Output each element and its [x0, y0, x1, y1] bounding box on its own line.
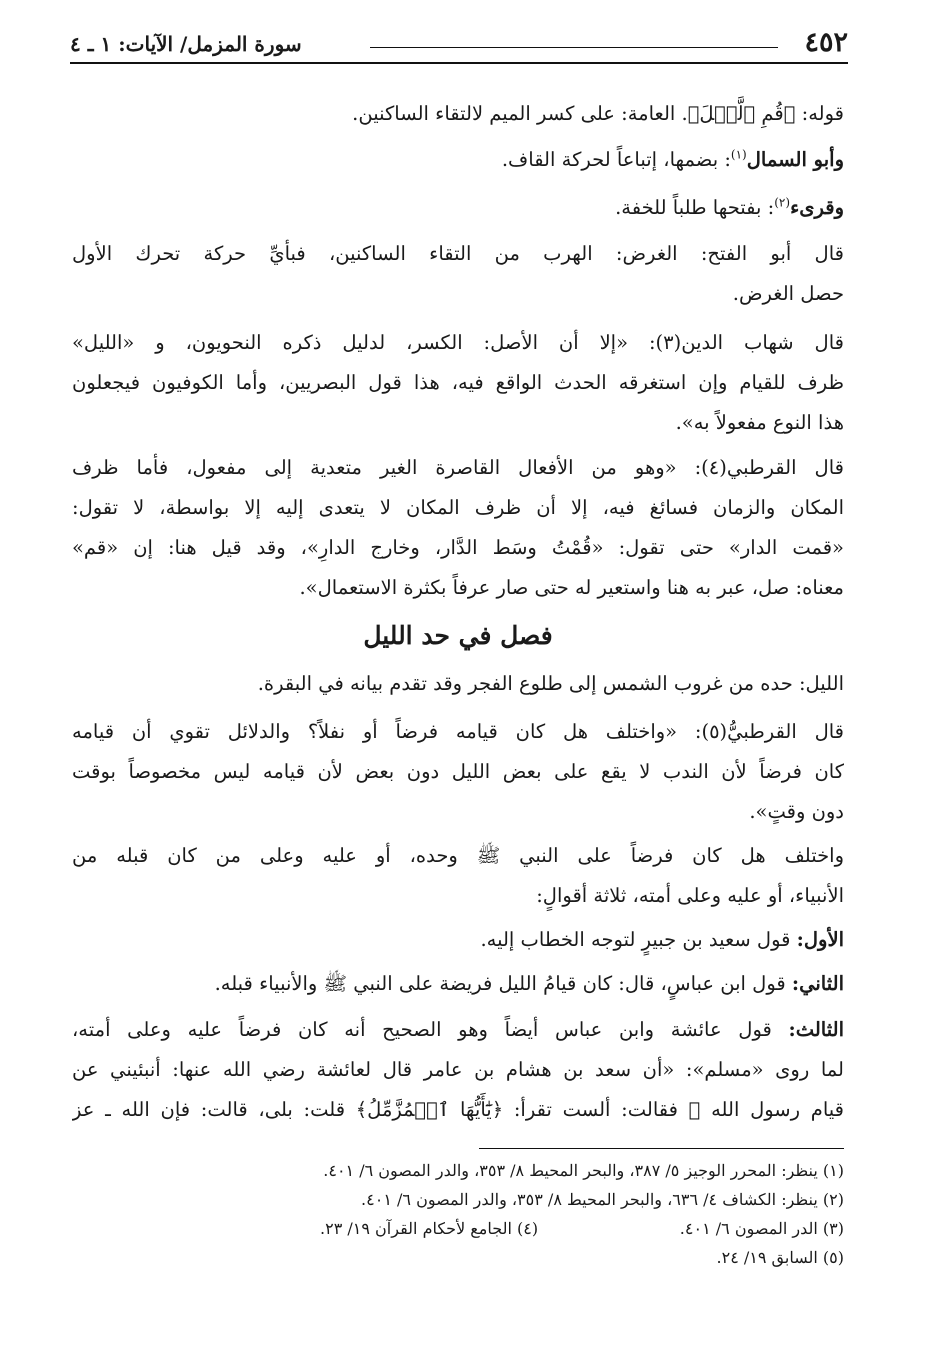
header-rule-thin [370, 47, 778, 48]
text-line: «قمت الدار» حتى تقول: «قُمْتُ وسَط الدَّار، وخارج الدارِ»، وقد قيل هنا: إن «قم» [72, 536, 844, 559]
paragraph [72, 448, 844, 608]
paragraph [72, 188, 844, 228]
section-heading: فصل في حد الليل [363, 621, 553, 650]
text-line: كان فرضاً لأن الندب لا يقع على بعض الليل دون بعض لأن قيامه ليس مخصوصاً بوقت [72, 760, 844, 783]
line-text: قول ابن عباسٍ، قال: كان قيامُ الليل فريضة على النبي ﷺ والأنبياء قبله. [214, 972, 792, 995]
paragraph [72, 234, 844, 314]
text-line: قيام رسول الله ﷺ فقالت: ألست تقرأ: ﴿يَٰٓأَيُّهَا ٱلۡمُزَّمِّلُ﴾ قلت: بلى، قالت: فإن الله ـ عز [72, 1098, 844, 1121]
line-text: : بضمها، إتباعاً لحركة القاف. [501, 148, 731, 171]
text-line: قال القرطبي(٤): «وهو من الأفعال القاصرة الغير متعدية إلى مفعول، فأما ظرف [72, 456, 844, 479]
footnote-ref: (١) [730, 147, 747, 162]
paragraph [72, 836, 844, 916]
footnote: (٤) الجامع لأحكام القرآن ١٩/ ٢٣. [320, 1219, 539, 1238]
page-header [70, 24, 848, 64]
paragraph [72, 964, 844, 1004]
paragraph [72, 664, 844, 704]
text-line [72, 1010, 844, 1050]
opinion-label: الثاني: [791, 972, 844, 995]
paragraph [72, 920, 844, 960]
reader-name: وأبو السمال [746, 148, 844, 171]
opinion-label: الثالث: [788, 1018, 844, 1041]
text-line: لما روى «مسلم»: «أن سعد بن هشام بن عامر قال لعائشة رضي الله عنها: أنبئيني عن [72, 1058, 844, 1081]
footnotes [100, 1157, 844, 1273]
text-line: معناه: صل، عبر به هنا واستعير له حتى صار عرفاً بكثرة الاستعمال». [299, 576, 844, 599]
text-line: قال شهاب الدين(٣): «إلا أن الأصل: الكسر، لدليل ذكره النحويون، و «الليل» [72, 331, 844, 354]
text-line: واختلف هل كان فرضاً على النبي ﷺ وحده، أو عليه وعلى من كان قبله من [72, 844, 844, 867]
paragraph [72, 94, 844, 134]
text-line: هذا النوع مفعولاً به». [675, 411, 844, 434]
footnote: (٣) الدر المصون ٦/ ٤٠١. [679, 1219, 844, 1238]
text-line: قال أبو الفتح: الغرض: الهرب من التقاء الساكنين، فبأيِّ حركة تحرك الأول [72, 242, 844, 265]
opinion-label: الأول: [796, 928, 844, 951]
line-text: قول سعيد بن جبيرٍ لتوجه الخطاب إليه. [480, 928, 797, 951]
text-line: حصل الغرض. [732, 282, 844, 305]
footnote: (١) ينظر: المحرر الوجيز ٥/ ٣٨٧، والبحر المحيط ٨/ ٣٥٣، والدر المصون ٦/ ٤٠١. [323, 1161, 844, 1180]
text-line: دون وقتٍ». [749, 800, 844, 823]
text-line [72, 188, 844, 228]
paragraph [72, 1010, 844, 1130]
text-line: الأنبياء، أو عليه وعلى أمته، ثلاثة أقوالٍ: [536, 884, 844, 907]
text-line: الليل: حده من غروب الشمس إلى طلوع الفجر وقد تقدم بيانه في البقرة. [257, 672, 844, 695]
text-line [72, 920, 844, 960]
text-line: قوله: ﴿قُمِ ٱلَّيۡلَ﴾. العامة: على كسر الميم لالتقاء الساكنين. [352, 102, 844, 125]
footnote: (٢) ينظر: الكشاف ٤/ ٦٣٦، والبحر المحيط ٨/ ٣٥٣، والدر المصون ٦/ ٤٠١. [361, 1190, 844, 1209]
running-title: سورة المزمل/ الآيات: ١ ـ ٤ [70, 32, 302, 56]
page-number: ٤٥٢ [804, 27, 848, 58]
text-line: المكان والزمان فسائغ فيه، إلا أن ظرف المكان لا يتعدى إليه إلا بواسطة، لا تقول: [72, 496, 844, 519]
header-rule-thick [70, 62, 848, 64]
footnote: (٥) السابق ١٩/ ٢٤. [716, 1248, 844, 1267]
text-line [72, 964, 844, 1004]
text-line [72, 140, 844, 180]
reader-name: وقرىء [790, 196, 844, 219]
text-line: قال القرطبيُّ(٥): «واختلف هل كان قيامه فرضاً أو نفلاً؟ والدلائل تقوي أن قيامه [72, 720, 844, 743]
paragraph [72, 712, 844, 832]
text-line: ظرف للقيام وإن استغرقه الحدث الواقع فيه، هذا قول البصريين، وأما الكوفيون فيجعلون [72, 371, 844, 394]
line-text: قول عائشة وابن عباس أيضاً وهو الصحيح أنه كان فرضاً عليه وعلى أمته، [72, 1018, 789, 1041]
footnote-separator [479, 1148, 844, 1149]
paragraph [72, 323, 844, 443]
footnote-row [100, 1215, 844, 1244]
footnote-ref: (٢) [774, 195, 791, 210]
line-text: : بفتحها طلباً للخفة. [615, 196, 775, 219]
paragraph [72, 140, 844, 180]
